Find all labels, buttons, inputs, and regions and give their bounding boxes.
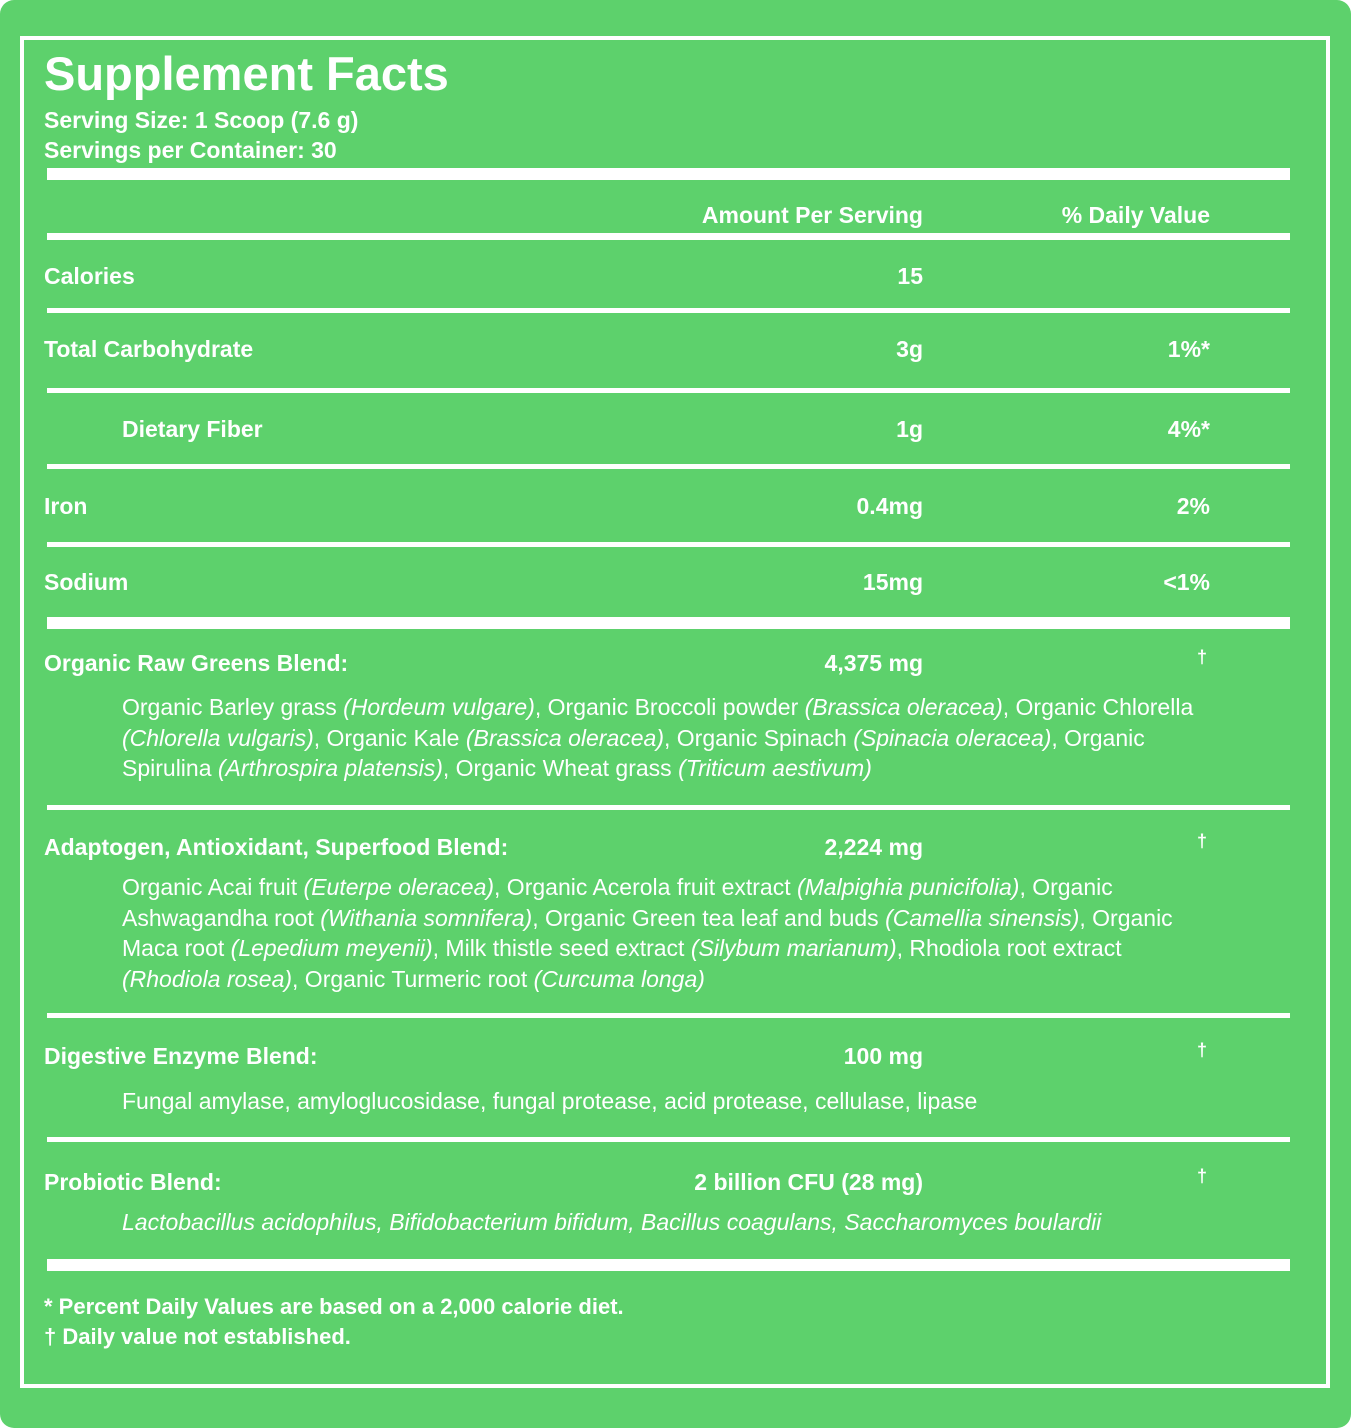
ingredient-scientific-name: (Spinacia oleracea)	[853, 724, 1052, 751]
divider	[47, 308, 1290, 313]
ingredient-text: , Organic Spinach	[664, 724, 854, 751]
divider	[47, 233, 1290, 240]
ingredient-text: , Organic Acerola fruit extract	[494, 874, 797, 900]
ingredient-text: Organic Barley grass	[122, 694, 344, 720]
ingredient-text: Organic Acai fruit	[122, 874, 304, 900]
ingredient-scientific-name: (Camellia sinensis)	[885, 904, 1080, 931]
ingredient-text: , Rhodiola root extract	[896, 935, 1122, 961]
ingredient-scientific-name: (Curcuma longa)	[533, 965, 705, 992]
dagger-mark: †	[1197, 647, 1208, 667]
blend-row-raw-greens	[0, 648, 1351, 678]
ingredient-scientific-name: (Arthrospira platensis)	[217, 755, 443, 781]
nutrient-name: Dietary Fiber	[122, 416, 263, 442]
ingredient-text: , Organic Ashwagandha root	[122, 874, 1113, 931]
ingredient-text: , Organic Spirulina	[122, 724, 1145, 781]
blend-name: Organic Raw Greens Blend:	[44, 650, 349, 676]
blend-amount: 4,375 mg	[824, 650, 923, 676]
ingredient-scientific-name: (Withania somnifera)	[320, 904, 533, 931]
divider	[47, 1013, 1290, 1018]
nutrient-daily-value: 1%*	[1167, 336, 1210, 362]
ingredient-scientific-name: (Brassica oleracea)	[804, 694, 1003, 720]
ingredient-text: , Organic Broccoli powder	[534, 694, 805, 720]
blend-row-probiotic	[0, 1167, 1351, 1197]
nutrient-amount: 15mg	[862, 569, 923, 595]
divider	[47, 168, 1290, 180]
blend-amount: 2,224 mg	[824, 834, 923, 860]
blend-name: Digestive Enzyme Blend:	[44, 1043, 318, 1069]
ingredient-text: , Milk thistle seed extract	[432, 935, 691, 961]
daily-value-header: % Daily Value	[1061, 202, 1210, 228]
ingredient-scientific-name: (Euterpe oleracea)	[303, 874, 495, 900]
nutrient-row-calories	[0, 261, 1351, 291]
ingredient-scientific-name: (Malpighia punicifolia)	[796, 874, 1020, 900]
divider	[47, 464, 1290, 469]
blend-ingredients	[122, 872, 1222, 994]
dagger-mark: †	[1197, 831, 1208, 851]
divider	[47, 1259, 1290, 1271]
dagger-mark: †	[1197, 1166, 1208, 1186]
serving-size: Serving Size: 1 Scoop (7.6 g)	[44, 107, 359, 133]
blend-row-digestive-enzyme	[0, 1041, 1351, 1071]
nutrient-name: Calories	[44, 263, 135, 289]
nutrient-row-sodium	[0, 567, 1351, 597]
nutrient-daily-value: <1%	[1163, 569, 1210, 595]
ingredient-text: , Organic Chlorella	[1002, 694, 1194, 720]
blend-amount: 100 mg	[843, 1043, 923, 1069]
blend-name: Probiotic Blend:	[44, 1169, 222, 1195]
ingredient-scientific-name: (Brassica oleracea)	[465, 724, 665, 751]
footnote-daily-values: * Percent Daily Values are based on a 2,000 calorie diet.	[44, 1294, 624, 1319]
ingredient-scientific-name: Lactobacillus acidophilus, Bifidobacterium bifidum, Bacillus coagulans, Saccharomyces boulardii	[122, 1209, 1102, 1235]
ingredient-text: , Organic Maca root	[122, 904, 1173, 961]
blend-amount: 2 billion CFU (28 mg)	[694, 1169, 923, 1195]
blend-ingredients	[122, 1086, 1222, 1117]
divider	[47, 388, 1290, 393]
blend-ingredients	[122, 692, 1222, 784]
ingredient-text: , Organic Turmeric root	[292, 965, 534, 992]
blend-name: Adaptogen, Antioxidant, Superfood Blend:	[44, 834, 509, 860]
nutrient-daily-value: 2%	[1176, 493, 1210, 519]
divider	[47, 617, 1290, 629]
nutrient-name: Iron	[44, 493, 88, 519]
nutrient-row-total-carbohydrate	[0, 334, 1351, 364]
servings-per-container: Servings per Container: 30	[44, 137, 337, 163]
nutrient-name: Sodium	[44, 569, 129, 595]
ingredient-scientific-name: (Triticum aestivum)	[678, 755, 872, 781]
nutrient-name: Total Carbohydrate	[44, 336, 254, 362]
ingredient-scientific-name: (Rhodiola rosea)	[122, 965, 293, 992]
divider	[47, 805, 1290, 810]
label-title: Supplement Facts	[44, 47, 449, 100]
nutrient-amount: 15	[897, 263, 923, 289]
ingredient-text: , Organic Kale	[313, 724, 466, 751]
ingredient-scientific-name: (Lepedium meyenii)	[230, 935, 433, 961]
amount-per-serving-header: Amount Per Serving	[701, 202, 923, 228]
divider	[47, 1137, 1290, 1142]
footnote-not-established: † Daily value not established.	[44, 1324, 351, 1349]
nutrient-daily-value: 4%*	[1167, 416, 1210, 442]
nutrient-row-dietary-fiber	[0, 414, 1351, 444]
ingredient-scientific-name: (Chlorella vulgaris)	[122, 724, 314, 751]
blend-ingredients	[122, 1207, 1222, 1238]
nutrient-amount: 3g	[896, 336, 923, 362]
dagger-mark: †	[1197, 1040, 1208, 1060]
ingredient-text: , Organic Wheat grass	[442, 755, 679, 781]
ingredient-text: Fungal amylase, amyloglucosidase, fungal protease, acid protease, cellulase, lipase	[122, 1088, 978, 1114]
ingredient-scientific-name: (Hordeum vulgare)	[343, 694, 535, 720]
ingredient-scientific-name: (Silybum marianum)	[690, 935, 897, 961]
nutrient-amount: 1g	[896, 416, 923, 442]
divider	[47, 542, 1290, 547]
blend-row-adaptogen	[0, 832, 1351, 862]
nutrient-amount: 0.4mg	[856, 493, 923, 519]
nutrient-row-iron	[0, 491, 1351, 521]
ingredient-text: , Organic Green tea leaf and buds	[532, 904, 886, 931]
